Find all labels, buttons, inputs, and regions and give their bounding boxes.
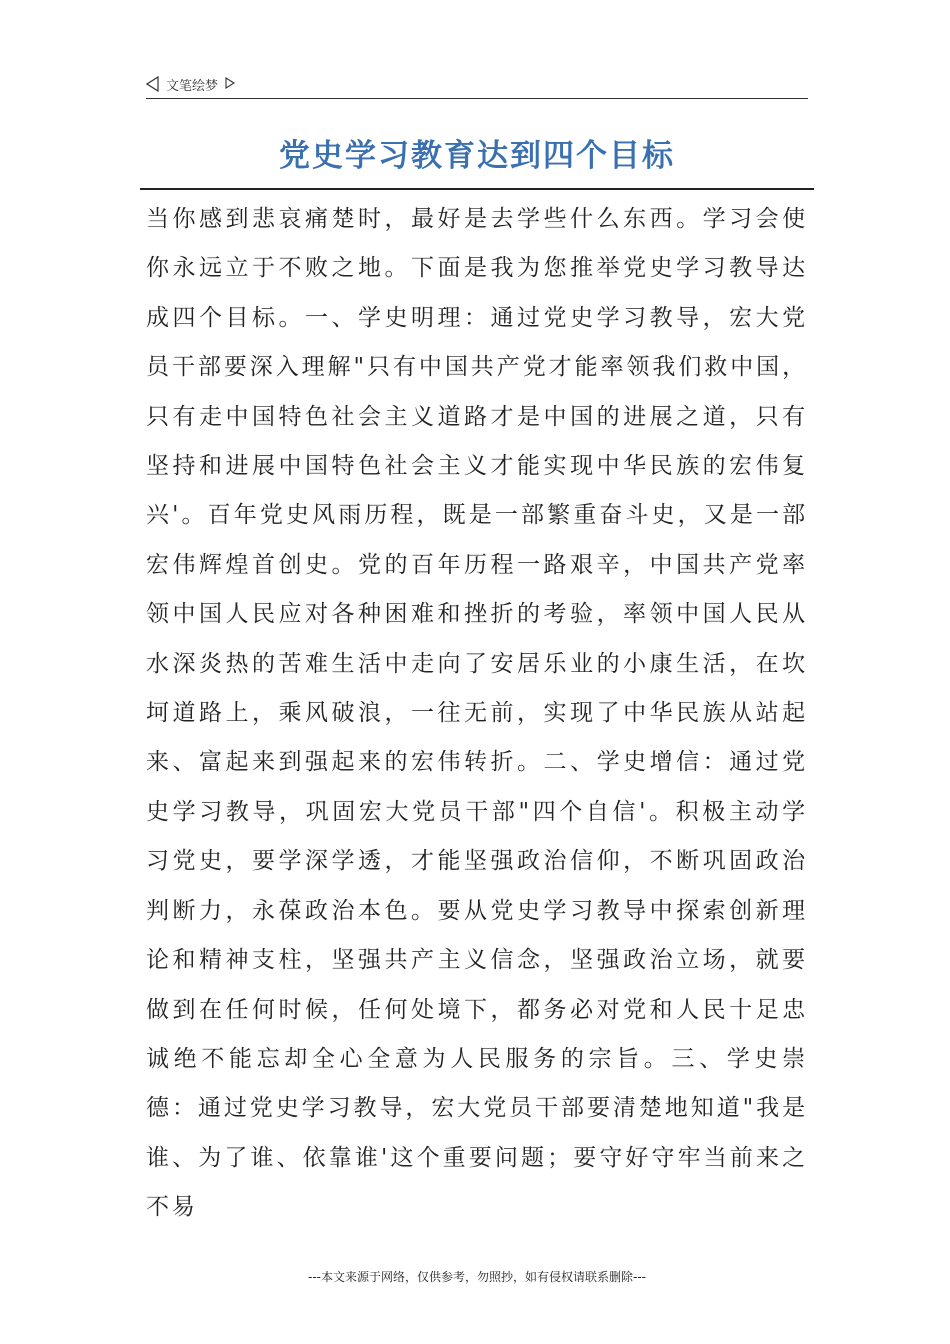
- page-header: [146, 72, 238, 96]
- triangle-left-icon: [146, 76, 160, 92]
- document-body: 当你感到悲哀痛楚时，最好是去学些什么东西。学习会使你永远立于不败之地。下面是我为您推举党史学习教导达成四个目标。一、学史明理：通过党史学习教导，宏大党员干部要深入理解"只有中国共产党才能率领我们救中国，只有走中国特色社会主义道路才是中国的进展之道，只有坚持和进展中国特色社会主义才能实现中华民族的宏伟复兴'。百年党史风雨历程，既是一部繁重奋斗史，又是一部宏伟辉煌首创史。党的百年历程一路艰辛，中国共产党率领中国人民应对各种困难和挫折的考验，率领中国人民从水深炎热的苦难生活中走向了安居乐业的小康生活，在坎坷道路上，乘风破浪，一往无前，实现了中华民族从站起来、富起来到强起来的宏伟转折。二、学史增信：通过党史学习教导，巩固宏大党员干部"四个自信'。积极主动学习党史，要学深学透，才能坚强政治信仰，不断巩固政治判断力，永葆政治本色。要从党史学习教导中探索创新理论和精神支柱，坚强共产主义信念，坚强政治立场，就要做到在任何时候，任何处境下，都务必对党和人民十足忠诚绝不能忘却全心全意为人民服务的宗旨。三、学史崇德：通过党史学习教导，宏大党员干部要清楚地知道"我是谁、为了谁、依靠谁'这个重要问题；要守好守牢当前来之不易: [146, 206, 808, 1221]
- header-brand: 文笔绘梦: [166, 78, 219, 94]
- triangle-right-icon: [224, 76, 238, 92]
- header-divider: [146, 98, 808, 99]
- footer-notice: ---本文来源于网络，仅供参考，勿照抄，如有侵权请联系删除---: [308, 1270, 646, 1284]
- document-title: 党史学习教育达到四个目标: [279, 138, 675, 174]
- title-divider: [140, 188, 814, 190]
